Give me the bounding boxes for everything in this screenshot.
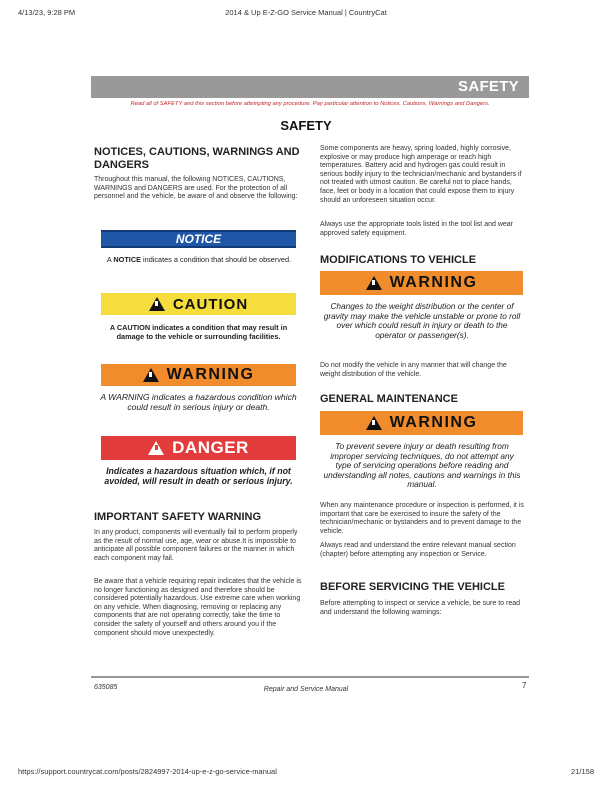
maintenance-warning-text: To prevent severe injury or death resulting from improper servicing techniques, do not attempt any type of servicing operations before reading and understanding all notes, cautions and warnings in this manual. xyxy=(323,441,521,490)
maintenance-warning-label xyxy=(320,411,523,435)
modifications-warning-label-text: WARNING xyxy=(389,274,478,291)
page-title: SAFETY xyxy=(280,118,332,133)
warning-triangle-icon xyxy=(366,276,382,290)
notice-desc-pre: A xyxy=(106,255,114,264)
heading-before-servicing: BEFORE SERVICING THE VEHICLE xyxy=(320,581,505,593)
print-page-title: 2014 & Up E-Z-GO Service Manual | CountryCat xyxy=(225,8,387,17)
danger-label-text: DANGER xyxy=(172,438,249,457)
tools-paragraph: Always use the appropriate tools listed in the tool list and wear approved safety equipment. xyxy=(320,221,513,237)
print-url: https://support.countrycat.com/posts/2824997-2014-up-e-z-go-service-manual xyxy=(18,767,277,776)
heading-important-safety-warning: IMPORTANT SAFETY WARNING xyxy=(94,511,262,523)
caution-label-text: CAUTION xyxy=(172,295,249,313)
warning-description: A WARNING indicates a hazardous condition which could result in serious injury or death. xyxy=(100,392,297,412)
modifications-paragraph: Do not modify the vehicle in any manner that will change the weight distribution of the vehicle. xyxy=(320,362,507,378)
footer-rule xyxy=(91,676,529,678)
notice-label xyxy=(101,230,296,248)
warning-triangle-icon xyxy=(149,297,165,311)
intro-paragraph: Throughout this manual, the following NOTICES, CAUTIONS, WARNINGS and DANGERS are used. For the protection of all personnel and the vehicle, be aware of and observe the following: xyxy=(94,176,298,201)
important-paragraph-2: Be aware that a vehicle requiring repair indicates that the vehicle is no longer functioning as designed and therefore should be considered potentially hazardous. Use extreme care when working on any vehicle. When diagnosing, removing or replacing any components that are not operating correctly, take the time to consider the safety of yourself and others around you if the component should move unexpectedly. xyxy=(94,578,302,637)
document-number: 635085 xyxy=(94,684,118,691)
danger-description: Indicates a hazardous situation which, if not avoided, will result in death or serious injury. xyxy=(104,466,293,487)
banner-instruction: Read all of SAFETY and this section before attempting any procedure. Pay particular attention to Notices, Cautions, Warnings and Dangers. xyxy=(130,101,490,107)
maintenance-warning-label-text: WARNING xyxy=(389,414,478,431)
warning-triangle-icon xyxy=(143,368,159,382)
caution-description: A CAUTION indicates a condition that may result in damage to the vehicle or surrounding facilities. xyxy=(109,323,288,342)
modifications-warning-text: Changes to the weight distribution or the center of gravity may make the vehicle unstable or prone to roll over which could result in injury or death to the operator or passenger(s). xyxy=(323,301,521,340)
maintenance-paragraph-1: When any maintenance procedure or inspection is performed, it is important that care be exercised to insure the safety of the technician/mechanic or bystanders and to prevent damage to the vehicle. xyxy=(320,502,524,535)
manual-page-number: 7 xyxy=(522,681,527,690)
components-paragraph: Some components are heavy, spring loaded, highly corrosive, explosive or may produce high amperage or reach high temperatures. Battery acid and hydrogen gas could result in serious bodily injury to the technician/mechanic and bystanders if not treated with utmost caution. Be careful not to place hands, face, feet or body in a location that could expose them to injury should an unforeseen situation occur. xyxy=(320,145,522,204)
maintenance-paragraph-2: Always read and understand the entire relevant manual section (chapter) before attempting any inspection or Service. xyxy=(320,542,516,558)
warning-label-text: WARNING xyxy=(166,366,255,383)
before-servicing-paragraph: Before attempting to inspect or service a vehicle, be sure to read and understand the following warnings: xyxy=(320,600,520,616)
heading-general-maintenance: GENERAL MAINTENANCE xyxy=(320,393,458,405)
modifications-warning-label xyxy=(320,271,523,295)
print-page-count: 21/158 xyxy=(571,767,594,776)
important-paragraph-1: In any product, components will eventually fail to perform properly as the result of normal use, age, wear or abuse.It is impossible to anticipate all possible component failures or the manner in which each component may fail. xyxy=(94,529,298,562)
danger-label xyxy=(101,436,296,460)
caution-label xyxy=(101,293,296,315)
document-title: Repair and Service Manual xyxy=(263,686,349,693)
banner-title: SAFETY xyxy=(458,78,519,95)
notice-label-text: NOTICE xyxy=(175,232,222,246)
warning-triangle-icon xyxy=(366,416,382,430)
notice-description xyxy=(104,255,294,264)
danger-triangle-icon xyxy=(148,441,164,455)
heading-notices: NOTICES, CAUTIONS, WARNINGS AND DANGERS xyxy=(94,146,300,171)
warning-label xyxy=(101,364,296,386)
print-datetime: 4/13/23, 9:28 PM xyxy=(18,8,76,17)
notice-desc-post: indicates a condition that should be observed. xyxy=(140,255,292,264)
heading-modifications: MODIFICATIONS TO VEHICLE xyxy=(320,254,477,266)
section-banner xyxy=(91,76,529,98)
notice-desc-bold: NOTICE xyxy=(113,255,141,264)
